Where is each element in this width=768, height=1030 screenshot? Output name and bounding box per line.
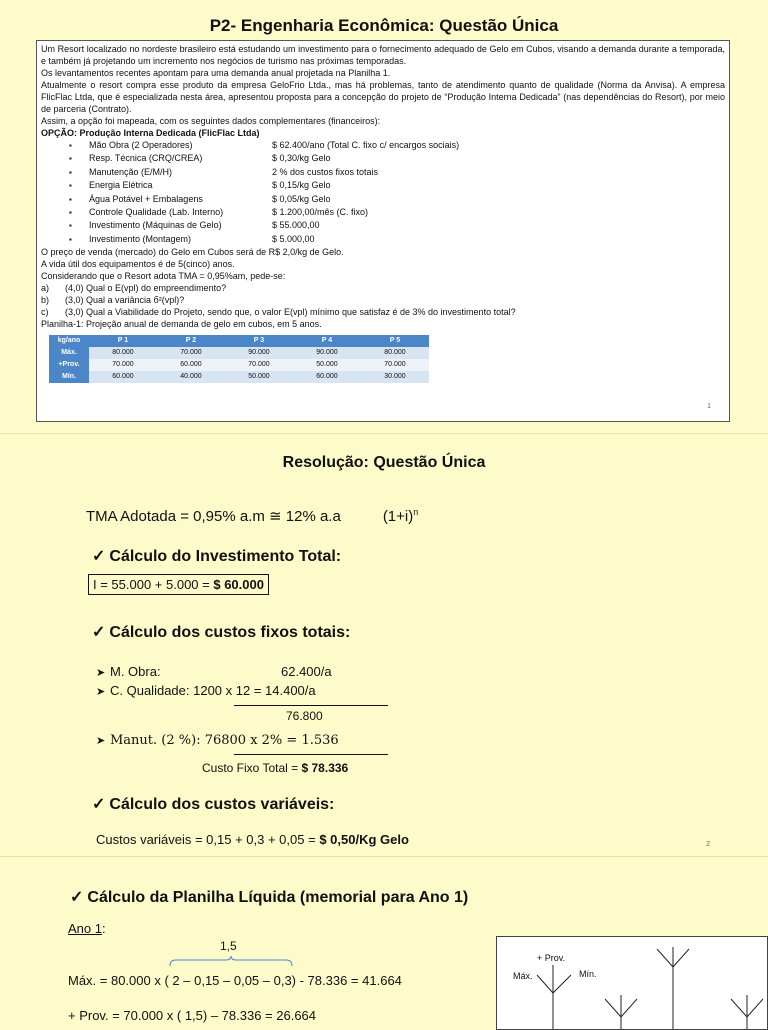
context-paragraph: Atualmente o resort compra esse produto da empresa GeloFrio Ltda., mas há problemas, tanto de atendimento quanto de qualidade (Norma da Anvisa). A empresa FlicFlac Ltda, que é especializada nesta área, apresentou proposta para a concepção do projeto de “Produção Interna Dedicada” (nas dependências do Resort), por meio de parceria (Contrato). <box>41 80 725 114</box>
question-card <box>36 40 730 422</box>
heading-variable-costs: ✓ Cálculo dos custos variáveis: <box>92 796 335 813</box>
check-icon: ✓ <box>70 889 84 906</box>
table-caption: Planilha-1: Projeção anual de demanda de gelo em cubos, em 5 anos. <box>41 319 322 330</box>
option-item: ▪ Mão Obra (2 Operadores) $ 62.400/ano (Total C. fixo c/ encargos sociais) <box>41 139 725 152</box>
arrow-icon: ➤ <box>96 667 106 679</box>
life-line: A vida útil dos equipamentos é de 5(cinco) anos. <box>41 259 235 270</box>
heading-net-sheet: ✓ Cálculo da Planilha Líquida (memorial para Ano 1) <box>70 889 469 906</box>
brace-icon <box>168 955 294 967</box>
variable-cost-line: Custos variáveis = 0,15 + 0,3 + 0,05 = $ 0,50/Kg Gelo <box>96 832 409 847</box>
labor-cost-line: ➤ M. Obra: 62.400/a <box>96 664 332 679</box>
slide-1 <box>0 0 768 432</box>
compound-formula: $(1+i)^n$ <box>382 507 419 525</box>
fixed-cost-total: Custo Fixo Total = $ 78.336 <box>202 761 349 775</box>
brace-value: 1,5 <box>220 939 237 953</box>
question-a: a) (4,0) Qual o E(vpl) do empreendimento? <box>41 283 227 294</box>
table-row: Máx. 80.000 70.000 90.000 90.000 80.000 <box>49 347 429 359</box>
scenario-tree-diagram <box>496 936 768 1030</box>
page-number: 1 <box>707 403 711 410</box>
demand-table <box>49 335 429 383</box>
table-row: +Prov. 70.000 60.000 70.000 50.000 70.000 <box>49 359 429 371</box>
subtotal-value: 76.800 <box>286 709 323 723</box>
check-icon: ✓ <box>92 624 106 641</box>
intro-paragraph: Um Resort localizado no nordeste brasileiro está estudando um investimento para o fornecimento adequado de Gelo em Cubos, visando a demanda durante a temporada, e também já projetando um incremento nos negócios de turismo nas próximas temporadas. <box>41 44 725 66</box>
option-item: ▪ Resp. Técnica (CRQ/CREA) $ 0,30/kg Gelo <box>41 152 725 165</box>
arrow-icon: ➤ <box>96 686 106 698</box>
option-item: ▪ Manutenção (E/M/H) 2 % dos custos fixos totais <box>41 166 725 179</box>
slide-2 <box>0 433 768 856</box>
slide-1-title: P2- Engenharia Econômica: Questão Única <box>209 16 559 35</box>
quality-cost-line: ➤ C. Qualidade: 1200 x 12 = 14.400/a <box>96 683 316 698</box>
option-item: ▪ Investimento (Máquinas de Gelo) $ 55.000,00 <box>41 219 725 232</box>
max-label: Máx. <box>513 971 533 981</box>
option-list <box>41 139 725 246</box>
check-icon: ✓ <box>92 548 106 565</box>
sum-line <box>234 705 388 706</box>
sum-line <box>234 754 388 755</box>
slide-2-title: Resolução: Questão Única <box>282 454 486 471</box>
min-label: Mín. <box>579 969 597 979</box>
tma-statement: TMA Adotada = 0,95% a.m ≅ 12% a.a $(1+i)^n$ <box>86 507 419 525</box>
page-number: 2 <box>706 841 710 848</box>
year-1-label: Ano 1: <box>68 921 106 936</box>
heading-fixed-costs: ✓ Cálculo dos custos fixos totais: <box>92 624 351 641</box>
investment-box: I = 55.000 + 5.000 = $ 60.000 <box>88 574 269 595</box>
maintenance-cost-line: ➤ Manut. (2 %): 76800 x 2% = 1.536 <box>96 733 339 748</box>
tma-line: Considerando que o Resort adota TMA = 0,95%am, pede-se: <box>41 271 286 282</box>
question-b: b) (3,0) Qual a variância б²(vpl)? <box>41 295 185 306</box>
option-item: ▪ Investimento (Montagem) $ 5.000,00 <box>41 233 725 246</box>
option-title: OPÇÃO: Produção Interna Dedicada (FlicFlac Ltda) <box>41 128 260 138</box>
slide-3 <box>0 856 768 1025</box>
question-c: c) (3,0) Qual a Viabilidade do Projeto, sendo que, o valor E(vpl) mínimo que satisfaz é de 3% do investimento total? <box>41 307 516 318</box>
table-row: Mín. 60.000 40.000 50.000 60.000 30.000 <box>49 371 429 383</box>
option-item: ▪ Controle Qualidade (Lab. Interno) $ 1.200,00/mês (C. fixo) <box>41 206 725 219</box>
demand-line: Os levantamentos recentes apontam para uma demanda anual projetada na Planilha 1. <box>41 68 391 78</box>
prov-scenario-line: + Prov. = 70.000 x ( 1,5) – 78.336 = 26.664 <box>68 1008 317 1023</box>
option-item: ▪ Água Potável + Embalagens $ 0,05/kg Gelo <box>41 193 725 206</box>
tree-branches <box>497 937 767 1029</box>
option-item: ▪ Energia Elétrica $ 0,15/kg Gelo <box>41 179 725 192</box>
heading-investment: ✓ Cálculo do Investimento Total: <box>92 548 342 565</box>
check-icon: ✓ <box>92 796 106 813</box>
price-line: O preço de venda (mercado) do Gelo em Cubos será de R$ 2,0/kg de Gelo. <box>41 247 344 258</box>
max-scenario-line: Máx. = 80.000 x ( 2 – 0,15 – 0,05 – 0,3) - 78.336 = 41.664 <box>68 973 402 988</box>
option-intro: Assim, a opção foi mapeada, com os seguintes dados complementares (financeiros): <box>41 116 381 126</box>
table-header-row: kg/ano P 1 P 2 P 3 P 4 P 5 <box>49 335 429 347</box>
prov-label: + Prov. <box>537 953 566 963</box>
arrow-icon: ➤ <box>96 735 106 747</box>
